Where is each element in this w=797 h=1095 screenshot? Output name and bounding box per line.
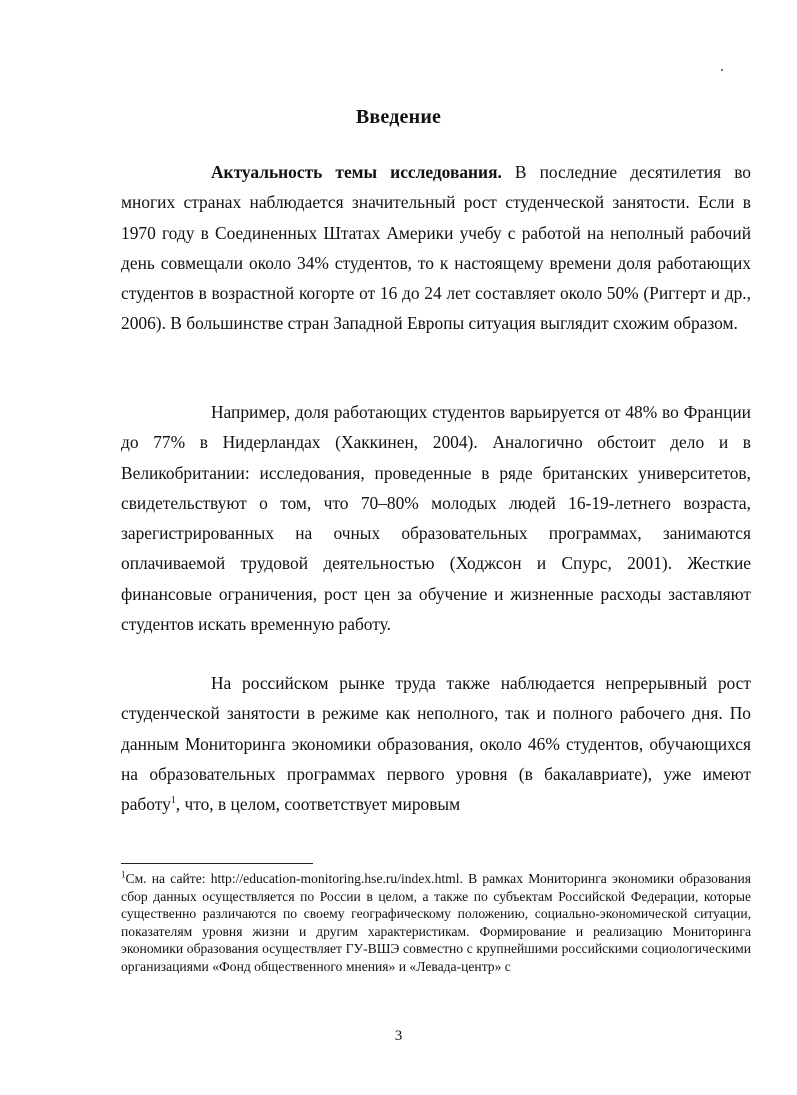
page-number: 3 — [394, 1028, 403, 1044]
paragraph-russia — [121, 668, 751, 819]
scan-speck — [721, 69, 723, 71]
paragraph-text-after-ref: , что, в целом, соответствует мировым — [175, 794, 461, 815]
paragraph-europe — [121, 397, 751, 639]
paragraph-relevance — [121, 157, 751, 339]
footnote-mark: 1 — [121, 869, 126, 880]
paragraph-text: В последние десятилетия во многих странах наблюдается значительный рост студенческой занятости. Если в 1970 году в Соединенных Штатах Америки учебу с работой на неполный рабочий день совмещали около 34% студентов, то к настоящему времени доля работающих студентов в возрастной когорте от 16 до 24 лет составляет около 50% (Риггерт и др., 2006). В большинстве стран Западной Европы ситуация выглядит схожим образом. — [121, 162, 751, 334]
page-title: Введение — [355, 106, 442, 128]
footnote — [121, 870, 751, 976]
footnote-text: См. на сайте: http://education-monitoring.hse.ru/index.html. В рамках Мониторинга экономики образования сбор данных осуществляется по России в целом, а также по субъектам Российской Федерации, которые существенно различаются по своему географическому положению, социально-экономической ситуации, показателям уровня жизни и другим характеристикам. Формирование и реализацию Мониторинга экономики образования осуществляет ГУ-ВШЭ совместно с крупнейшими российскими социологическими организациями «Фонд общественного мнения» и «Левада-центр» с — [121, 871, 751, 974]
paragraph-text-before-ref: На российском рынке труда также наблюдается непрерывный рост студенческой занятости в режиме как неполного, так и полного рабочего дня. По данным Мониторинга экономики образования, около 46% студентов, обучающихся на образовательных программах первого уровня (в бакалавриате), уже имеют работу — [121, 673, 751, 815]
footnote-reference: 1 — [170, 795, 176, 807]
footnote-divider — [121, 863, 313, 864]
paragraph-lead: Актуальность темы исследования. — [211, 162, 502, 182]
paragraph-text: Например, доля работающих студентов варьируется от 48% во Франции до 77% в Нидерландах (Хаккинен, 2004). Аналогично обстоит дело и в Великобритании: исследования, проведенные в ряде британских университетов, свидетельствуют о том, что 70–80% молодых людей 16-19-летнего возраста, зарегистрированных на очных образовательных программах, занимаются оплачиваемой трудовой деятельностью (Ходжсон и Спурс, 2001). Жесткие финансовые ограничения, рост цен за обучение и жизненные расходы заставляют студентов искать временную работу. — [121, 402, 751, 635]
